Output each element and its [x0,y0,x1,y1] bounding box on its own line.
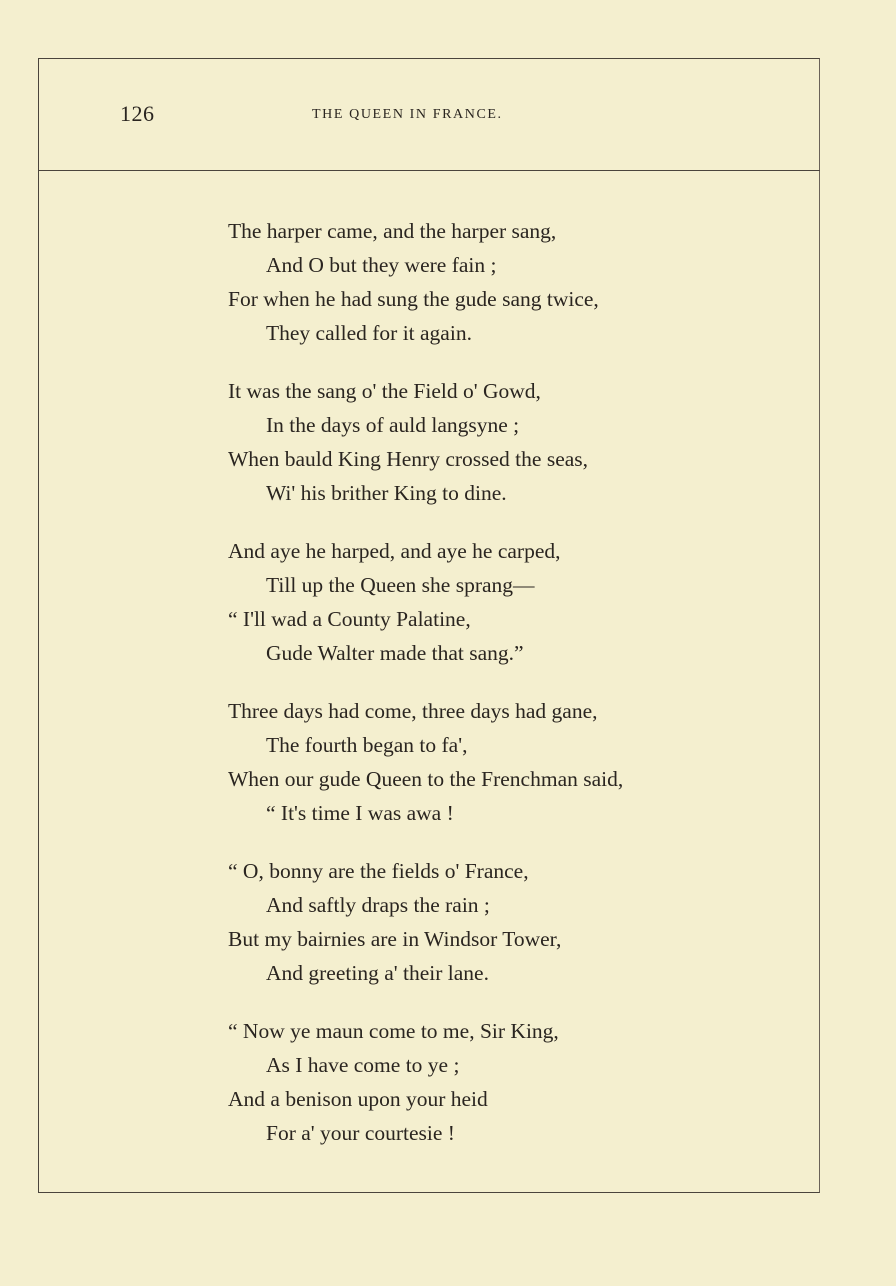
stanza-6 [228,1014,788,1150]
verse-line: And aye he harped, and aye he carped, [228,539,561,563]
verse-line: And O but they were fain ; [266,253,497,277]
verse-line: When bauld King Henry crossed the seas, [228,447,589,471]
verse-line: “ It's time I was awa ! [266,801,454,825]
stanza-2 [228,374,788,510]
verse-line: For when he had sung the gude sang twice, [228,287,599,311]
verse-line: It was the sang o' the Field o' Gowd, [228,379,541,403]
verse-line: And a benison upon your heid [228,1087,488,1111]
verse-line: But my bairnies are in Windsor Tower, [228,927,562,951]
verse-line: “ I'll wad a County Palatine, [228,607,471,631]
verse-line: And saftly draps the rain ; [266,893,490,917]
stanza-1 [228,214,788,350]
verse-line: For a' your courtesie ! [266,1121,455,1145]
page-number: 126 [120,101,155,126]
verse-line: In the days of auld langsyne ; [266,413,520,437]
verse-line: Wi' his brither King to dine. [266,481,507,505]
poem [228,214,788,1174]
verse-line: The fourth began to fa', [266,733,468,757]
verse-line: Three days had come, three days had gane, [228,699,598,723]
verse-line: “ O, bonny are the fields o' France, [228,859,529,883]
header-rule [38,170,820,171]
verse-line: And greeting a' their lane. [266,961,489,985]
verse-line: Till up the Queen she sprang— [266,573,535,597]
stanza-5 [228,854,788,990]
verse-line: They called for it again. [266,321,472,345]
stanza-3 [228,534,788,670]
verse-line: “ Now ye maun come to me, Sir King, [228,1019,559,1043]
stanza-4 [228,694,788,830]
verse-line: Gude Walter made that sang.” [266,641,524,665]
running-title: THE QUEEN IN FRANCE. [312,107,503,122]
verse-line: The harper came, and the harper sang, [228,219,557,243]
verse-line: When our gude Queen to the Frenchman said, [228,767,624,791]
verse-line: As I have come to ye ; [266,1053,460,1077]
